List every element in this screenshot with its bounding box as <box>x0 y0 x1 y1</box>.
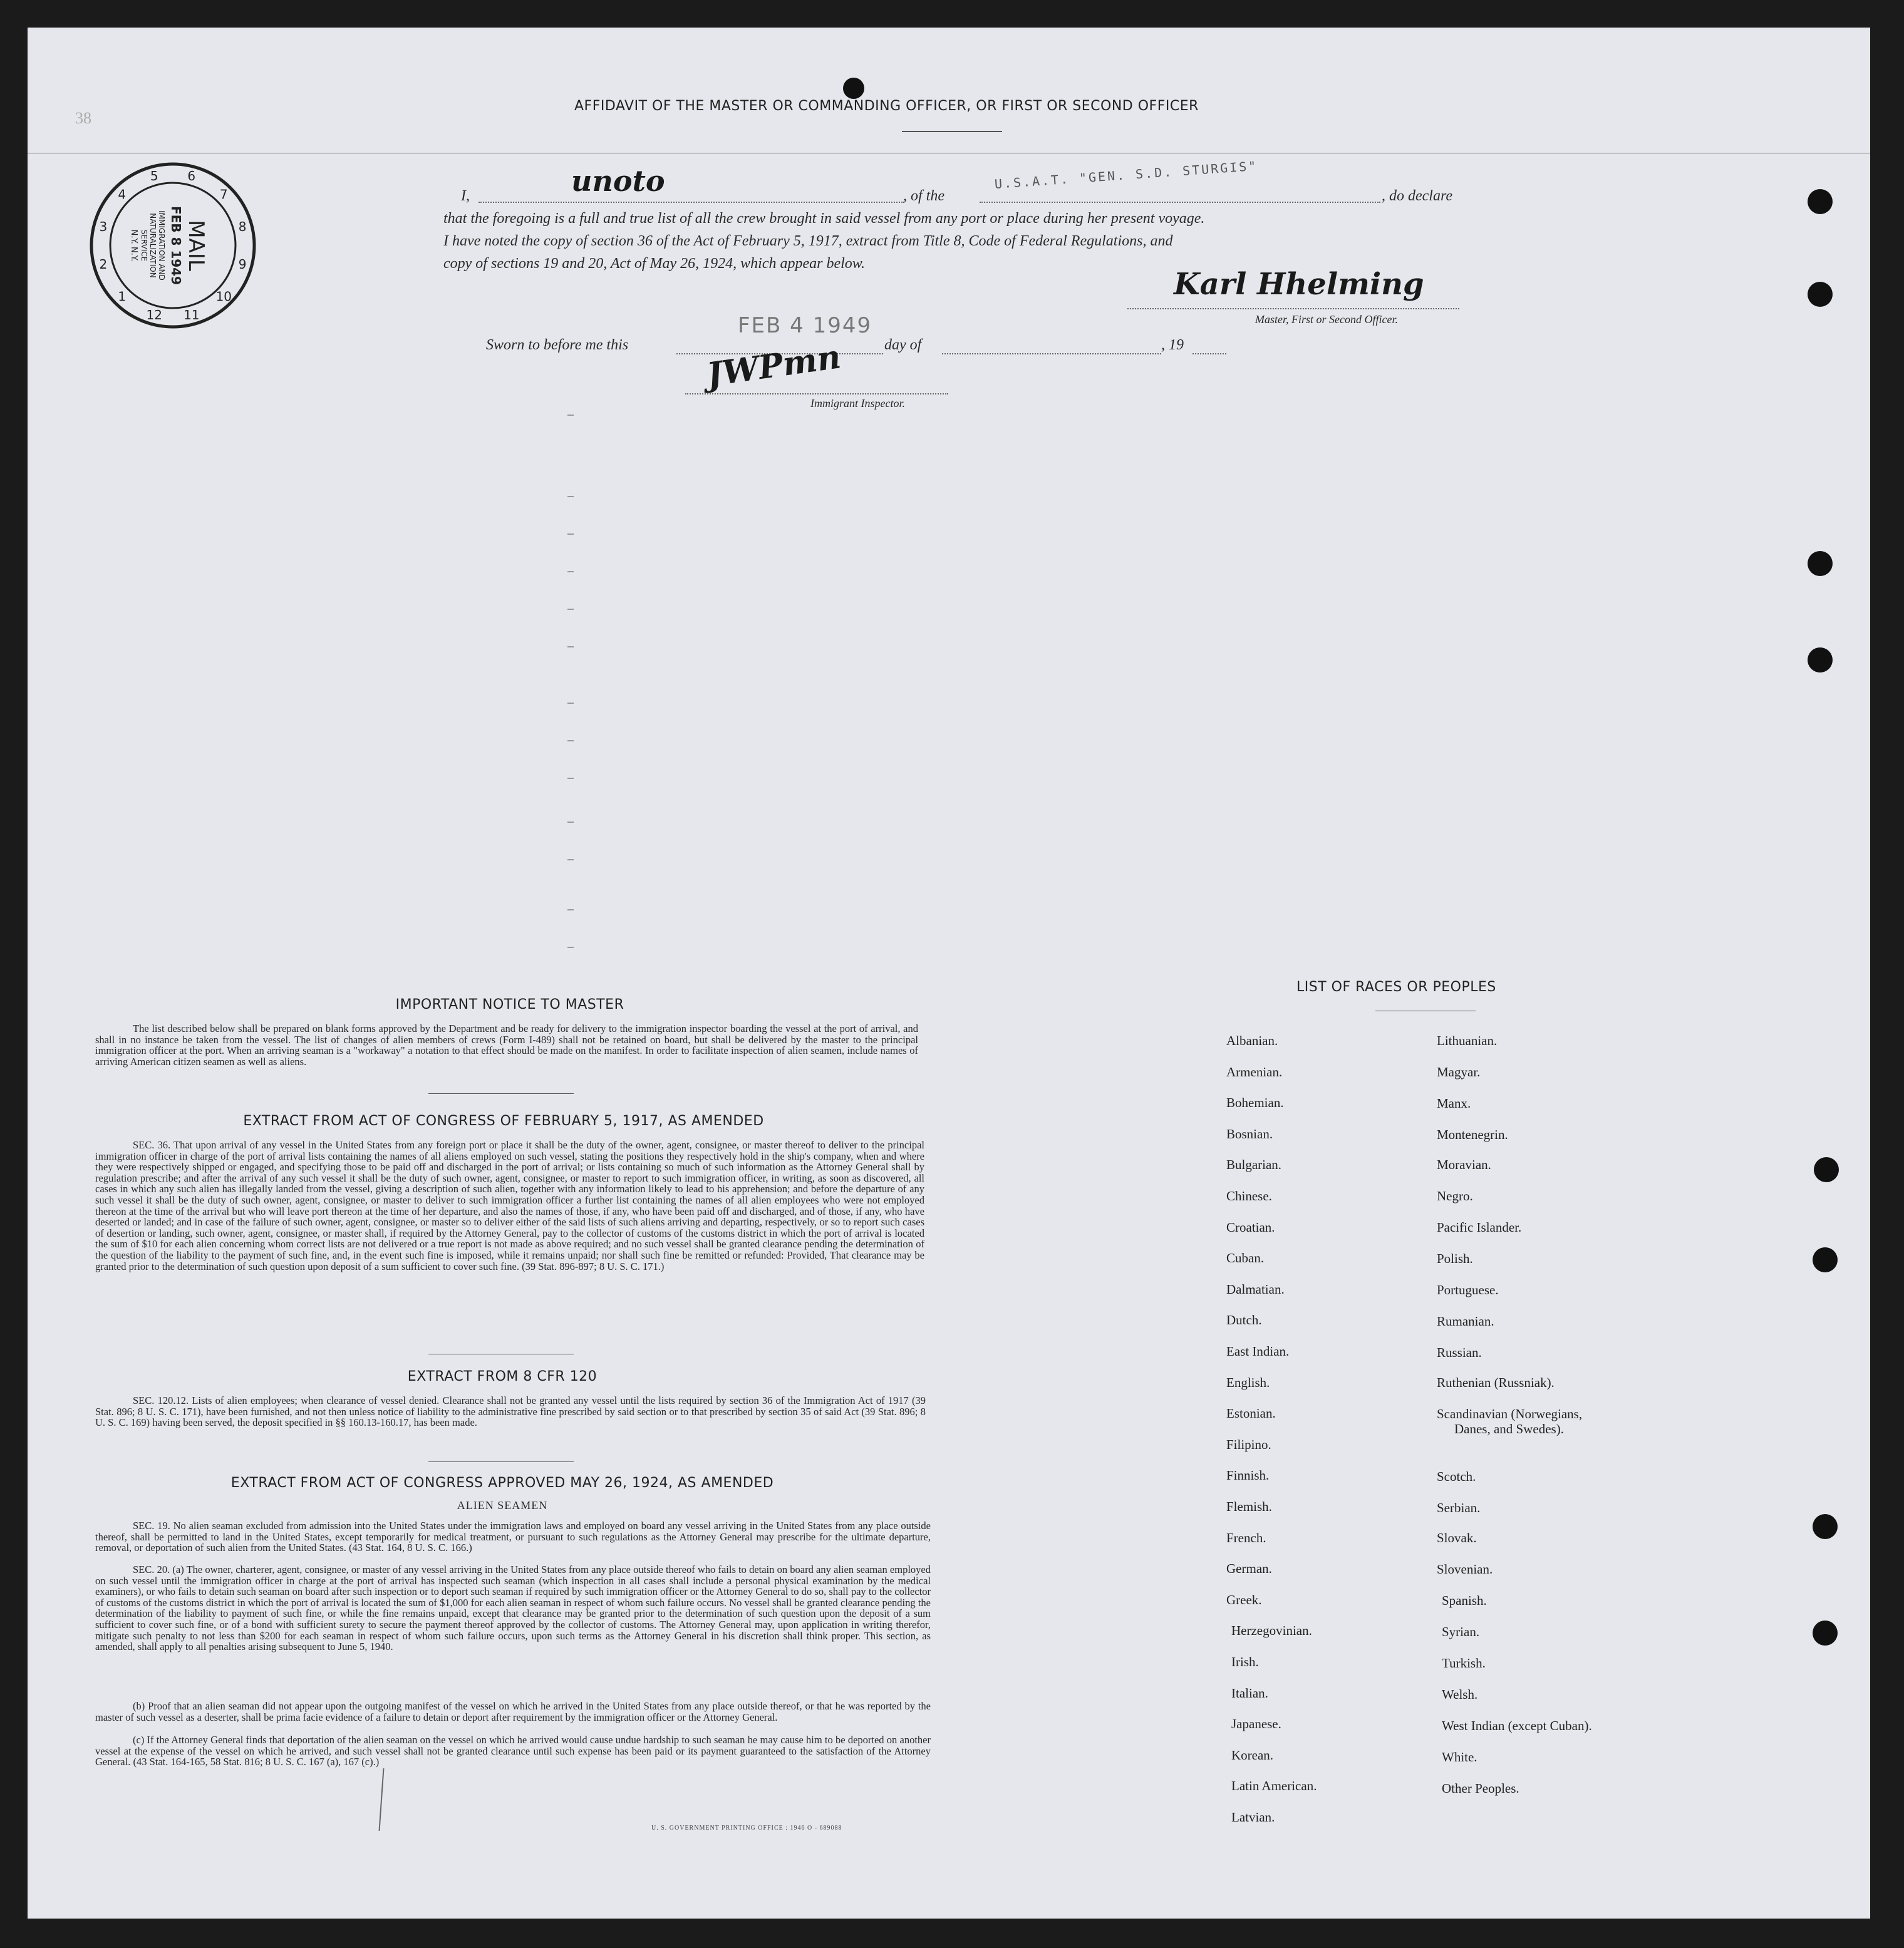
race-item: East Indian. <box>1226 1344 1290 1359</box>
race-item: Manx. <box>1437 1096 1471 1111</box>
stamp-ring-number: 7 <box>219 187 228 202</box>
extract-1924-sec20c: (c) If the Attorney General finds that deportation of the alien seaman on the vessel on which he arrived would cause undue hardship to such seaman he may cause him to be deported on another vessel at the expense of the vessel on which he arrived, and such vessel shall not be granted clearance until such expense has been paid or its payment guaranteed to the satisfaction of the Attorney General. (43 Stat. 164-165, 58 Stat. 816; 8 U. S. C. 167 (a), 167 (c).) <box>95 1734 931 1768</box>
sworn-date-stamp: FEB 4 1949 <box>738 313 872 338</box>
sworn-label: Sworn to before me this <box>486 337 629 353</box>
race-item: Slovak. <box>1437 1530 1477 1545</box>
affidavit-para2: I have noted the copy of section 36 of the Act of February 5, 1917, extract from Title 8, Code of Federal Regulations, and <box>443 233 1173 249</box>
notice-text: The list described below shall be prepared on blank forms approved by the Department and be ready for delivery to the immigration inspector boarding the vessel at the port of arrival, and shall in no instance be taken from the vessel. The list of changes of alien members of crews (Form I-489) shall not be retained on board, but shall be delivered by the master to the principal immigration officer at the port. When an arriving seaman is a "workaway" a notation to that effect should be made on the manifest. In order to facilitate inspection of alien seamen, include names of arriving American citizen seamen as well as aliens. <box>95 1023 918 1068</box>
stamp-ring-number: 1 <box>118 289 127 304</box>
stamp-ring-number: 9 <box>238 256 247 272</box>
race-item: English. <box>1226 1374 1270 1390</box>
race-item: Filipino. <box>1226 1436 1271 1452</box>
margin-tick <box>567 496 574 497</box>
race-item: Scotch. <box>1437 1469 1476 1484</box>
race-item: Ruthenian (Russniak). <box>1437 1375 1555 1390</box>
race-item: Danes, and Swedes). <box>1454 1421 1564 1436</box>
binder-hole <box>1813 1621 1838 1646</box>
race-item: Japanese. <box>1231 1716 1281 1732</box>
affidavit-i: I, <box>461 188 470 204</box>
race-item: Finnish. <box>1226 1468 1270 1483</box>
master-line <box>1127 308 1459 309</box>
race-item: Turkish. <box>1442 1656 1486 1671</box>
race-item: Negro. <box>1437 1188 1473 1203</box>
signer-line <box>479 202 904 203</box>
stamp-ring-number: 12 <box>146 307 162 323</box>
race-item: Syrian. <box>1442 1624 1480 1639</box>
race-item: Dutch. <box>1226 1312 1262 1328</box>
race-item: Flemish. <box>1226 1499 1272 1514</box>
svg-text:NATURALIZATION: NATURALIZATION <box>148 213 157 278</box>
race-item: Pacific Islander. <box>1437 1220 1522 1235</box>
inspector-line <box>685 393 948 394</box>
title-rule <box>902 131 1002 132</box>
extract-1924-sec20b: (b) Proof that an alien seaman did not appear upon the outgoing manifest of the vessel on which he arrived in the United States from any place outside thereof, or that he was reported by the master of such vessel as a deserter, shall be prima facie evidence of a failure to detain or deport after requirement by the immigration officer or the Attorney General. <box>95 1700 931 1723</box>
race-item: Magyar. <box>1437 1064 1481 1080</box>
race-item: Welsh. <box>1442 1687 1478 1702</box>
master-signature: Karl Hhelming <box>1174 267 1424 302</box>
binder-hole <box>1808 551 1833 576</box>
svg-text:FEB 8 1949: FEB 8 1949 <box>168 205 184 286</box>
extract-cfr-title: EXTRACT FROM 8 CFR 120 <box>407 1369 598 1384</box>
margin-tick <box>567 703 574 704</box>
race-item: Chinese. <box>1226 1188 1272 1203</box>
margin-tick <box>567 533 574 535</box>
extract-1917-title: EXTRACT FROM ACT OF CONGRESS OF FEBRUARY 5, 1917, AS AMENDED <box>243 1113 764 1129</box>
extract-1924-sec19: SEC. 19. No alien seaman excluded from admission into the United States under the immigration laws and employed on board any vessel arriving in the United States from any place outside thereof, shall be permitted to land in the United States, except temporarily for medical treatment, or pursuant to such regulations as the Attorney General may prescribe for the ultimate departure, removal, or deportation of such alien from the United States. (43 Stat. 164, 8 U. S. C. 166.) <box>95 1520 931 1554</box>
race-item: Other Peoples. <box>1442 1781 1519 1796</box>
margin-tick <box>567 646 574 647</box>
race-item: Latin American. <box>1231 1778 1317 1794</box>
binder-hole <box>1814 1157 1839 1182</box>
margin-tick <box>567 947 574 948</box>
affidavit-title: AFFIDAVIT OF THE MASTER OR COMMANDING OFFICER, OR FIRST OR SECOND OFFICER <box>574 98 1199 114</box>
margin-tick <box>567 415 574 416</box>
margin-tick <box>567 909 574 910</box>
race-item: Cuban. <box>1226 1250 1265 1266</box>
year-label: , 19 <box>1161 337 1184 353</box>
declare-label: , do declare <box>1382 188 1453 204</box>
binder-hole <box>1813 1247 1838 1272</box>
vessel-line <box>980 202 1380 203</box>
svg-text:IMMIGRATION AND: IMMIGRATION AND <box>157 210 166 281</box>
stamp-ring-number: 6 <box>187 168 196 183</box>
race-item: Armenian. <box>1226 1064 1283 1080</box>
svg-text:MAIL: MAIL <box>184 220 209 271</box>
race-item: Polish. <box>1437 1251 1473 1266</box>
stamp-ring-number: 2 <box>99 256 108 272</box>
race-item: Serbian. <box>1437 1500 1481 1515</box>
stamp-ring-number: 11 <box>184 307 200 323</box>
of-the-label: , of the <box>903 188 944 204</box>
race-item: Dalmatian. <box>1226 1281 1285 1297</box>
printer-line: U. S. GOVERNMENT PRINTING OFFICE : 1946 O - 689088 <box>651 1825 842 1832</box>
race-item: Rumanian. <box>1437 1314 1494 1329</box>
race-item: Portuguese. <box>1437 1282 1499 1297</box>
signer-name: unoto <box>571 164 665 198</box>
race-item: Montenegrin. <box>1437 1127 1508 1142</box>
year-line <box>1193 353 1226 354</box>
svg-text:N.Y. N.Y.: N.Y. N.Y. <box>129 229 138 262</box>
race-item: Lithuanian. <box>1437 1033 1498 1048</box>
alien-seamen-subtitle: ALIEN SEAMEN <box>457 1499 548 1512</box>
stamp-graphic <box>88 160 258 331</box>
race-item: Spanish. <box>1442 1593 1487 1608</box>
race-item: Herzegovinian. <box>1231 1623 1312 1639</box>
race-item: Bulgarian. <box>1226 1157 1282 1173</box>
race-item: Russian. <box>1437 1345 1482 1360</box>
race-item: Slovenian. <box>1437 1562 1493 1577</box>
binder-hole <box>1808 189 1833 214</box>
svg-text:SERVICE: SERVICE <box>140 229 148 262</box>
stamp-ring-number: 10 <box>215 289 232 304</box>
vessel-name-stamp: U.S.A.T. "GEN. S.D. STURGIS" <box>994 158 1258 192</box>
race-item: Korean. <box>1231 1747 1274 1763</box>
stamp-ring-number: 3 <box>99 219 108 235</box>
margin-tick <box>567 822 574 823</box>
master-caption: Master, First or Second Officer. <box>1255 313 1398 326</box>
extract-1924-sec20a: SEC. 20. (a) The owner, charterer, agent, consignee, or master of any vessel arriving in the United States from any place outside thereof who fails to detain on board any alien seaman employed on such vessel until the immigration officer in charge at the port of arrival has inspected such seaman (which inspection in all cases shall include a personal physical examination by the medical examiners), or who fails to detain such seaman on board after such inspection or to deport such seaman if required by such immigration officer or the Attorney General to do so, shall pay to the collector of customs of the customs district in which the port of arrival is located the sum of $1,000 for each alien seaman in respect of whom such failure occurs. No vessel shall be granted clearance pending the determination of the liability to payment of such fine, or while the fine remains unpaid, except that clearance may be granted prior to the determination of such question upon the deposit of a sum sufficient to cover such fine, or of a bond with sufficient surety to secure the payment thereof approved by the collector of customs. The Attorney General may, upon application in writing therefor, mitigate such penalty to not less than $200 for each seaman in respect of whom such failure occurs, upon such terms as the Attorney General in his discretion shall think proper. This section, as amended, shall apply to all penalties arising subsequent to June 5, 1940. <box>95 1564 931 1653</box>
day-of-label: day of <box>884 337 922 353</box>
race-item: Croatian. <box>1226 1219 1275 1235</box>
margin-tick <box>567 859 574 860</box>
affidavit-para3: copy of sections 19 and 20, Act of May 26, 1924, which appear below. <box>443 255 866 272</box>
race-item: Albanian. <box>1226 1033 1278 1048</box>
extract-1924-title: EXTRACT FROM ACT OF CONGRESS APPROVED MAY 26, 1924, AS AMENDED <box>230 1475 774 1491</box>
race-item: Scandinavian (Norwegians, <box>1437 1406 1583 1421</box>
races-title: LIST OF RACES OR PEOPLES <box>1296 979 1496 995</box>
section-rule <box>428 1461 574 1462</box>
binder-hole <box>1813 1514 1838 1539</box>
race-item: Moravian. <box>1437 1157 1491 1172</box>
stamp-ring-number: 4 <box>118 187 127 202</box>
section-rule <box>428 1093 574 1094</box>
inspector-caption: Immigrant Inspector. <box>810 397 905 410</box>
race-item: French. <box>1226 1530 1266 1545</box>
extract-cfr-text: SEC. 120.12. Lists of alien employees; when clearance of vessel denied. Clearance shall not be granted any vessel until the lists required by section 36 of the Immigration Act of 1917 (39 Stat. 896; 8 U. S. C. 171), have been furnished, and not then unless notice of liability to the administrative fine prescribed by said section or to that prescribed by section 35 of said Act (39 Stat. 896; 8 U. S. C. 169) having been served, the deposit specified in §§ 160.13-160.17, has been made. <box>95 1394 926 1429</box>
race-item: West Indian (except Cuban). <box>1442 1718 1592 1733</box>
stamp-ring-number: 8 <box>238 219 247 235</box>
punch-hole <box>843 78 864 99</box>
stamp-ring-number: 5 <box>150 168 158 183</box>
margin-tick <box>567 778 574 779</box>
margin-tick <box>567 740 574 741</box>
binder-hole <box>1808 647 1833 673</box>
margin-tick <box>567 571 574 572</box>
margin-pencil-line <box>379 1768 385 1831</box>
race-item: Latvian. <box>1231 1810 1275 1825</box>
binder-hole <box>1808 282 1833 307</box>
race-item: Estonian. <box>1226 1406 1276 1421</box>
manifest-page <box>28 28 1870 1919</box>
extract-1917-text: SEC. 36. That upon arrival of any vessel in the United States from any foreign port or place it shall be the duty of the owner, agent, consignee, or master thereof to deliver to the principal immigration officer in charge of the port of arrival lists containing the names of all aliens employed on such vessel, stating the positions they respectively hold in the ship's company, when and where they were respectively shipped or engaged, and specifying those to be paid off and discharged in the port of arrival; or lists containing so much of such information as the Attorney General shall by regulation prescribe; and after the arrival of any such vessel it shall be the duty of such owner, agent, consignee, or master to report to such immigration officer, in writing, as soon as discovered, all cases in which any such alien has illegally landed from the vessel, giving a description of such alien, together with any information likely to lead to his apprehension; and before the departure of any such vessel it shall be the duty of such owner, agent, consignee, or master to deliver to such immigration officer a further list containing the names of all alien employees who were not employed thereon at the time of the arrival but who will leave port thereon at the time of her departure, and also the names of those, if any, who have been paid off and discharged, and of those, if any, who have deserted or landed; and in case of the failure of such owner, agent, consignee, or master so to deliver either of the said lists of such aliens arriving and departing, respectively, or so to report such cases of desertion or landing, such owner, agent, consignee, or master shall, if required by the Attorney General, pay to the collector of customs of the customs district in which the port of arrival is located the sum of $10 for each alien concerning whom correct lists are not delivered or a true report is not made as above required; and no such vessel shall be granted clearance pending the determination of the question of the liability to the payment of such fine, and, in the event such fine is imposed, while it remains unpaid; nor shall such fine be remitted or refunded: Provided, That clearance may be granted prior to the determination of such question upon deposit of a sum sufficient to cover such fine. (39 Stat. 896-897; 8 U. S. C. 171.) <box>95 1139 924 1272</box>
inspector-signature: JWPmn <box>704 338 844 394</box>
month-line <box>942 353 1161 354</box>
affidavit-para1: that the foregoing is a full and true list of all the crew brought in said vessel from any port or place during her present voyage. <box>443 210 1205 227</box>
immigration-mail-stamp <box>88 160 258 331</box>
margin-mark: 38 <box>75 109 91 127</box>
notice-title: IMPORTANT NOTICE TO MASTER <box>395 997 624 1013</box>
race-item: Greek. <box>1226 1592 1262 1607</box>
race-item: White. <box>1442 1750 1477 1765</box>
race-item: Bosnian. <box>1226 1126 1273 1141</box>
race-item: Irish. <box>1231 1654 1259 1669</box>
race-item: Bohemian. <box>1226 1095 1284 1111</box>
race-item: Italian. <box>1231 1685 1268 1701</box>
margin-tick <box>567 609 574 610</box>
race-item: German. <box>1226 1561 1272 1577</box>
